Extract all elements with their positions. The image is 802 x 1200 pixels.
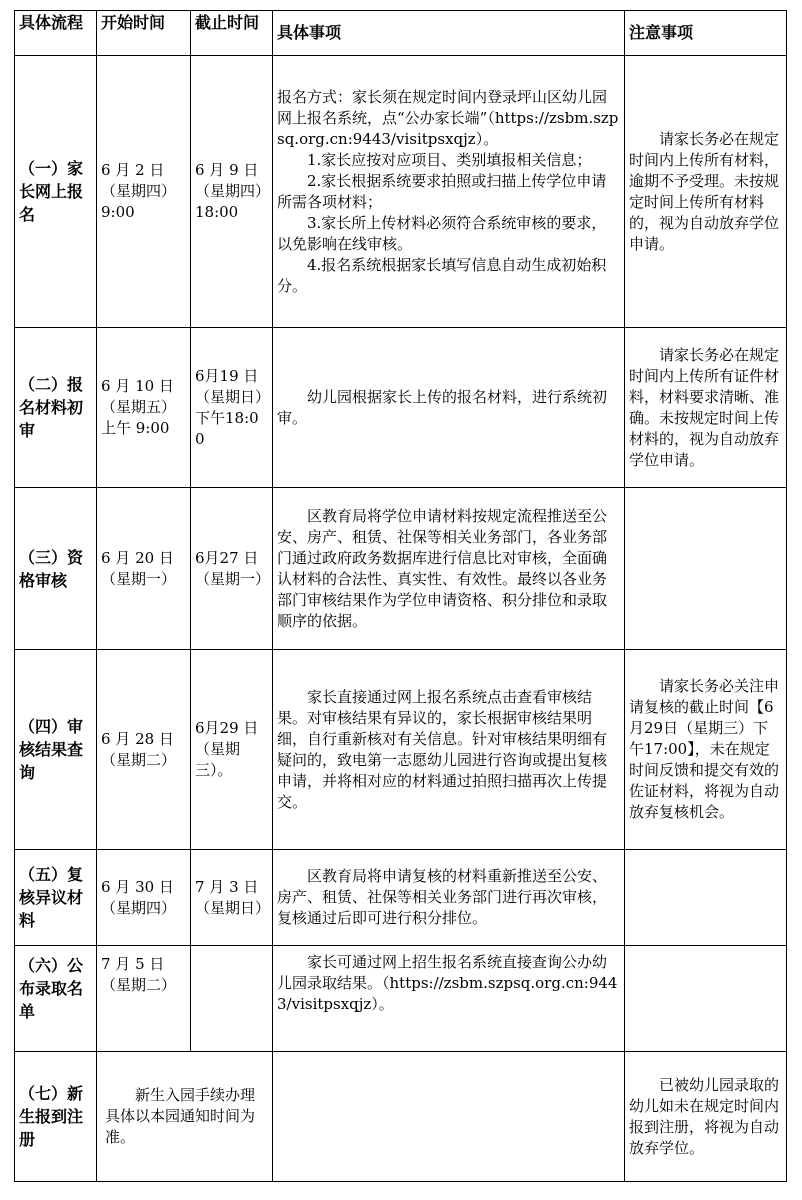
detail-paragraph: 区教育局将申请复核的材料重新推送至公安、房产、租赁、社保等相关业务部门进行再次审核，复核通过后即可进行积分排位。 <box>277 867 608 927</box>
notes-cell <box>625 946 787 1052</box>
header-details: 具体事项 <box>273 11 625 56</box>
detail-paragraph: 报名方式：家长须在规定时间内登录坪山区幼儿园网上报名系统，点“公办家长端”（https://zsbm.szpsq.org.cn:9443/visitpsxqjz）。 <box>277 87 619 148</box>
stage-cell: （三）资格审核 <box>15 488 97 650</box>
end-time-cell: 6 月 9 日（星期四）18:00 <box>191 56 273 328</box>
detail-paragraph: 4.报名系统根据家长填写信息自动生成初始积分。 <box>277 255 607 295</box>
start-time-cell: 6 月 2 日（星期四）9:00 <box>97 56 191 328</box>
details-cell <box>273 56 625 328</box>
details-cell <box>273 328 625 488</box>
start-time-cell: 6 月 10 日（星期五）上午 9:00 <box>97 328 191 488</box>
details-cell <box>273 946 625 1052</box>
end-time-cell: 6月29 日（星期三）。 <box>191 650 273 850</box>
table-row <box>15 946 787 1052</box>
stage-cell: （二）报名材料初审 <box>15 328 97 488</box>
details-cell <box>273 1052 625 1182</box>
end-time-cell: 7 月 3 日（星期日） <box>191 850 273 946</box>
detail-paragraph: 幼儿园根据家长上传的报名材料，进行系统初审。 <box>277 387 608 427</box>
detail-paragraph: 1.家长应按对应项目、类别填报相关信息； <box>307 150 592 169</box>
notes-cell <box>625 850 787 946</box>
header-end-time: 截止时间 <box>191 11 273 56</box>
details-cell <box>273 650 625 850</box>
start-time-cell: 6 月 30 日（星期四） <box>97 850 191 946</box>
table-row <box>15 328 787 488</box>
merged-time-cell: 新生入园手续办理具体以本园通知时间为准。 <box>97 1052 273 1182</box>
header-start-time: 开始时间 <box>97 11 191 56</box>
table-row <box>15 650 787 850</box>
details-cell <box>273 850 625 946</box>
stage-cell: （六）公布录取名单 <box>15 946 97 1052</box>
notes-cell <box>625 488 787 650</box>
detail-paragraph: 2.家长根据系统要求拍照或扫描上传学位申请所需各项材料； <box>277 171 607 211</box>
notes-cell: 请家长务必在规定时间内上传所有证件材料，材料要求清晰、准确。未按规定时间上传材料的，视为自动放弃学位申请。 <box>625 328 787 488</box>
stage-cell: （五）复核异议材料 <box>15 850 97 946</box>
notes-cell: 已被幼儿园录取的幼儿如未在规定时间内报到注册，将视为自动放弃学位。 <box>625 1052 787 1182</box>
notes-cell: 请家长务必关注申请复核的截止时间【6月29日（星期三）下午17:00】，未在规定时间反馈和提交有效的佐证材料，将视为自动放弃复核机会。 <box>625 650 787 850</box>
end-time-cell <box>191 946 273 1052</box>
stage-cell: （四）审核结果查询 <box>15 650 97 850</box>
start-time-cell: 6 月 28 日（星期二） <box>97 650 191 850</box>
header-process: 具体流程 <box>15 11 97 56</box>
notes-cell: 请家长务必在规定时间内上传所有材料，逾期不予受理。未按规定时间上传所有材料的，视为自动放弃学位申请。 <box>625 56 787 328</box>
start-time-cell: 6 月 20 日（星期一） <box>97 488 191 650</box>
table-row <box>15 488 787 650</box>
detail-paragraph: 家长直接通过网上报名系统点击查看审核结果。对审核结果有异议的，家长根据审核结果明细，自行重新核对有关信息。针对审核结果明细有疑问的，致电第一志愿幼儿园进行咨询或提出复核申请，并将相对应的材料通过拍照扫描再次上传提交。 <box>277 687 608 811</box>
detail-paragraph: 家长可通过网上招生报名系统直接查询公办幼儿园录取结果。（https://zsbm.szpsq.org.cn:9443/visitpsxqjz）。 <box>277 953 618 1013</box>
end-time-cell: 6月19 日（星期日）下午18:00 <box>191 328 273 488</box>
table-row <box>15 1052 787 1182</box>
stage-cell: （七）新生报到注册 <box>15 1052 97 1182</box>
detail-paragraph: 3.家长所上传材料必须符合系统审核的要求，以免影响在线审核。 <box>277 213 607 253</box>
start-time-cell: 7 月 5 日（星期二） <box>97 946 191 1052</box>
details-cell <box>273 488 625 650</box>
header-notes: 注意事项 <box>625 11 787 56</box>
header-row <box>15 11 787 56</box>
end-time-cell: 6月27 日（星期一） <box>191 488 273 650</box>
table-row <box>15 56 787 328</box>
stage-cell: （一）家长网上报名 <box>15 56 97 328</box>
detail-paragraph: 区教育局将学位申请材料按规定流程推送至公安、房产、租赁、社保等相关业务部门，各业务部门通过政府政务数据库进行信息比对审核，全面确认材料的合法性、真实性、有效性。最终以各业务部门审核结果作为学位申请资格、积分排位和录取顺序的依据。 <box>277 506 608 630</box>
table-row <box>15 850 787 946</box>
enrollment-schedule-table <box>14 10 787 1182</box>
